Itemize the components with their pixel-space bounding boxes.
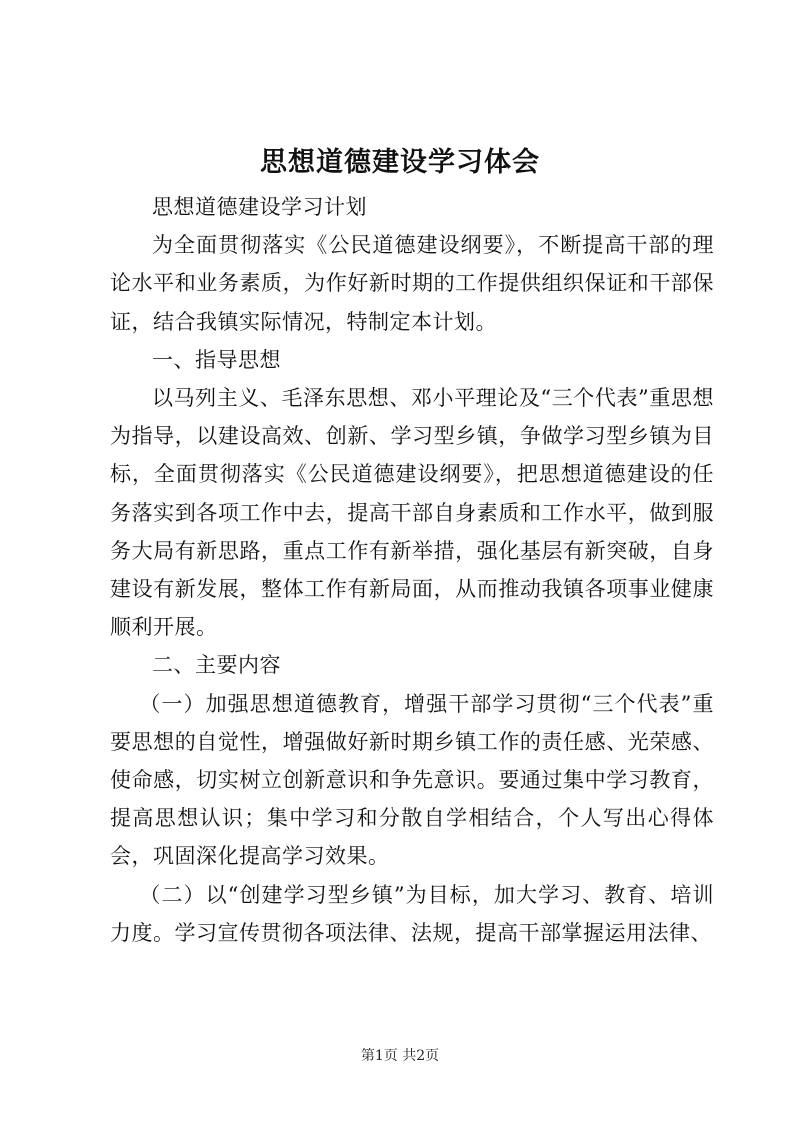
paragraph-content-item-1: （一）加强思想道德教育，增强干部学习贯彻“三个代表”重要思想的自觉性，增强做好新时期乡镇工作的责任感、光荣感、使命感，切实树立创新意识和争先意识。要通过集中学习教育，提高思想认识；集中学习和分散自学相结合，个人写出心得体会，巩固深化提高学习效果。 [110, 691, 714, 869]
paragraph-guiding-thought: 以马列主义、毛泽东思想、邓小平理论及“三个代表”重思想为指导，以建设高效、创新、学习型乡镇，争做学习型乡镇为目标，全面贯彻落实《公民道德建设纲要》，把思想道德建设的任务落实到各项工作中去，提高干部自身素质和工作水平，做到服务大局有新思路，重点工作有新举措，强化基层有新突破，自身建设有新发展，整体工作有新局面，从而推动我镇各项事业健康顺利开展。 [110, 386, 714, 640]
paragraph-intro: 为全面贯彻落实《公民道德建设纲要》，不断提高干部的理论水平和业务素质，为作好新时期的工作提供组织保证和干部保证，结合我镇实际情况，特制定本计划。 [110, 233, 714, 334]
section-heading-main-content: 二、主要内容 [152, 653, 281, 678]
section-heading-guiding-thought: 一、指导思想 [152, 347, 281, 372]
page-footer: 第1页 共2页 [360, 1048, 440, 1064]
document-body [110, 188, 714, 952]
paragraph-plan-heading: 思想道德建设学习计划 [152, 195, 367, 219]
document-title: 思想道德建设学习体会 [260, 147, 540, 178]
paragraph-content-item-2: （二）以“创建学习型乡镇”为目标，加大学习、教育、培训力度。学习宣传贯彻各项法律、法规，提高干部掌握运用法律、 [110, 882, 714, 945]
